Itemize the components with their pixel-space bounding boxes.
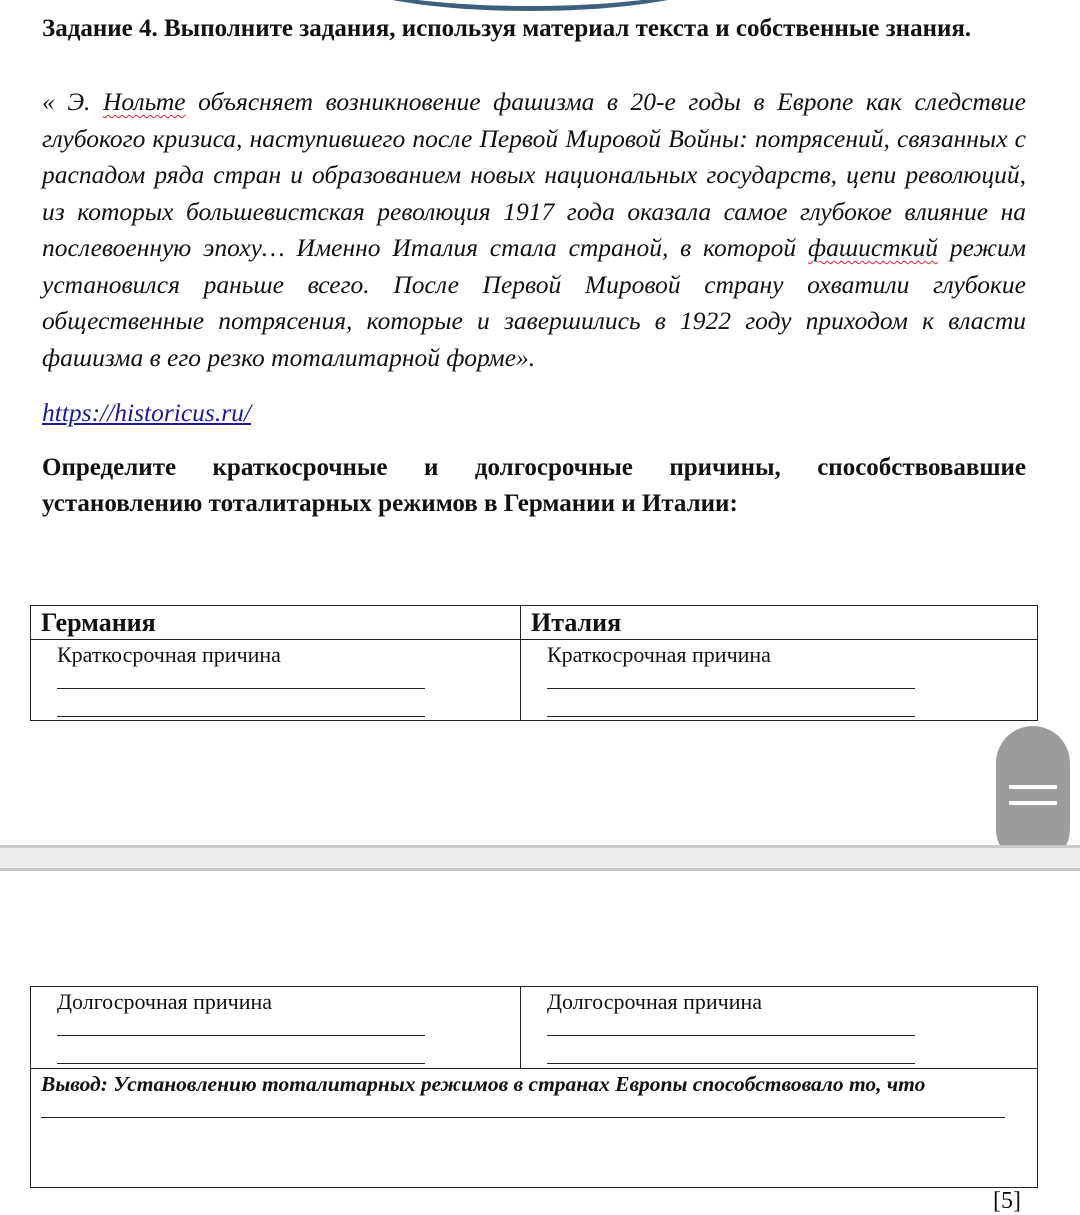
conclusion-cell <box>31 1069 1038 1188</box>
page-top-content <box>42 12 1026 522</box>
quote-author: Нольте <box>102 87 186 116</box>
germany-short-term-label: Краткосрочная причина <box>57 642 281 667</box>
task-title: Задание 4. Выполните задания, используя материал текста и собственные знания. <box>42 15 972 42</box>
quote-part-2: режим установился раньше всего. После Первой Мировой страну охватили глубокие общественные потрясения, которые и завершились в 1922 году приходом к власти фашизма в его резко тоталитарной форме». <box>42 233 1026 372</box>
conclusion-text: Вывод: Установлению тоталитарных режимов в странах Европы способствовало то, что <box>41 1072 926 1096</box>
germany-short-term-answer-line-2[interactable] <box>57 716 425 717</box>
germany-long-term-cell <box>31 987 521 1069</box>
source-link[interactable]: https://historicus.ru/ <box>42 398 251 427</box>
quote-text <box>42 84 1026 376</box>
header-germany: Германия <box>31 606 521 640</box>
causes-table-top <box>30 605 1038 721</box>
page-number: [5] <box>993 1188 1021 1214</box>
italy-short-term-cell <box>521 640 1038 721</box>
conclusion-answer-line[interactable] <box>41 1117 1005 1118</box>
italy-short-term-label: Краткосрочная причина <box>547 642 771 667</box>
italy-long-term-label: Долгосрочная причина <box>547 989 763 1014</box>
germany-long-term-answer-line-2[interactable] <box>57 1063 425 1064</box>
germany-short-term-cell <box>31 640 521 721</box>
germany-long-term-label: Долгосрочная причина <box>57 989 273 1014</box>
italy-long-term-cell <box>521 987 1038 1069</box>
germany-long-term-answer-line-1[interactable] <box>57 1035 425 1036</box>
quote-part-1: объясняет возникновение фашизма в 20-е годы в Европе как следствие глубокого кризиса, наступившего после Первой Мировой Войны: потрясений, связанных с распадом ряда стран и образованием новых национальных государств, цепи революций, из которых большевистская революция 1917 года оказала самое глубокое влияние на послевоенную эпоху… Именно Италия стала страной, в которой <box>42 87 1026 262</box>
italy-long-term-answer-line-2[interactable] <box>547 1063 915 1064</box>
header-italy: Италия <box>521 606 1038 640</box>
question-text: Определите краткосрочные и долгосрочные причины, способствовавшие установлению тоталитарных режимов в Германии и Италии: <box>42 454 1026 517</box>
quote-open: « Э. <box>42 87 103 116</box>
quote-misspelled-word: фашисткий <box>807 233 938 262</box>
germany-short-term-answer-line-1[interactable] <box>57 688 425 689</box>
causes-table-bottom <box>30 986 1038 1188</box>
page-break-separator <box>0 845 1080 871</box>
italy-short-term-answer-line-1[interactable] <box>547 688 915 689</box>
header-decoration <box>330 0 730 11</box>
italy-long-term-answer-line-1[interactable] <box>547 1035 915 1036</box>
italy-short-term-answer-line-2[interactable] <box>547 716 915 717</box>
